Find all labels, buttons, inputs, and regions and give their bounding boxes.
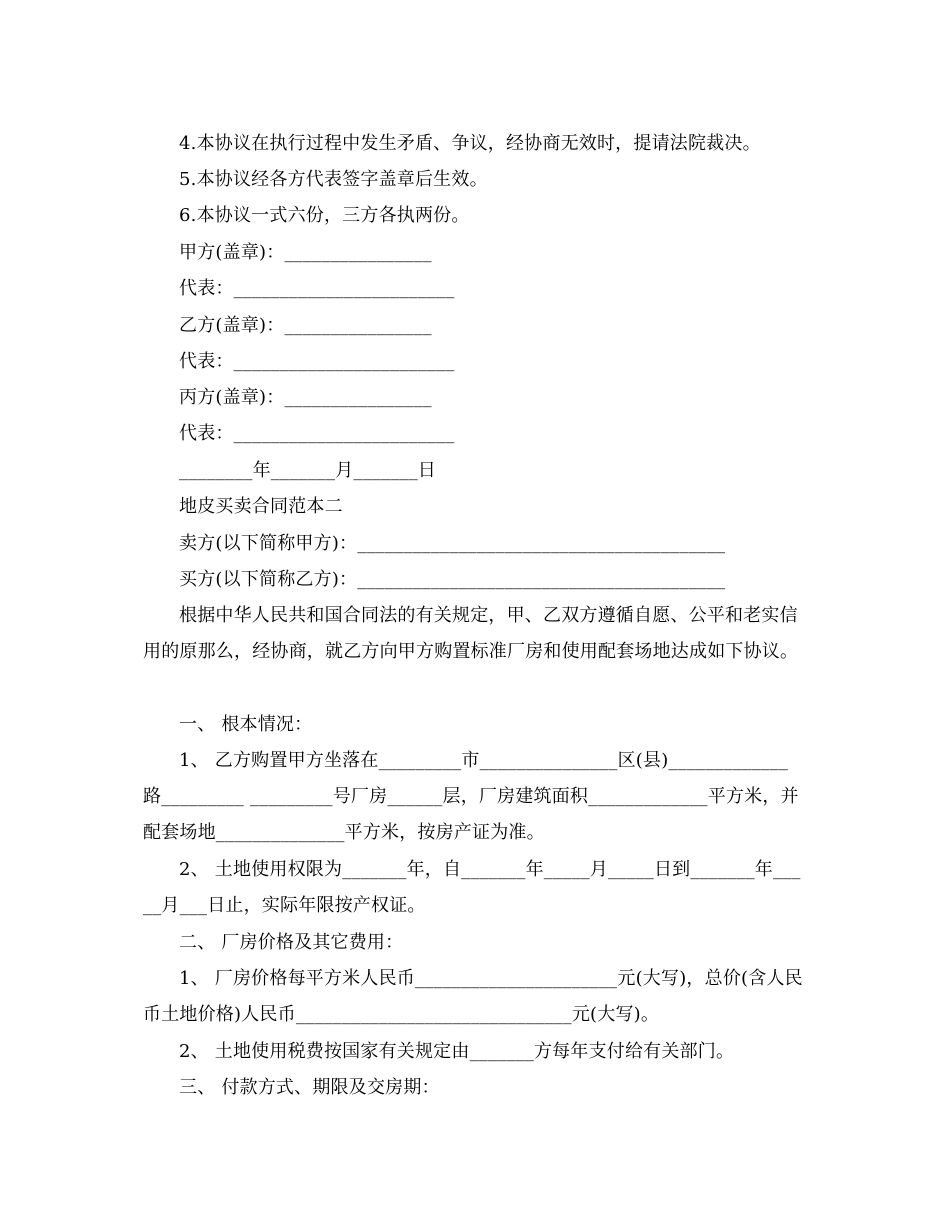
clause-basic-1: 1、 乙方购置甲方坐落在_________市_______________区(县)_____________路_________ _________号厂房______层，厂房建筑面积_____________平方米，并配套场地______________平方米，按房产证为准。: [143, 750, 799, 843]
party-b-seal: 乙方(盖章)：________________: [179, 315, 432, 336]
clause-5: 5.本协议经各方代表签字盖章后生效。: [179, 169, 488, 190]
heading-payment: 三、 付款方式、期限及交房期：: [179, 1077, 440, 1098]
party-a-representative: 代表：________________________: [179, 278, 455, 299]
heading-price: 二、 厂房价格及其它费用：: [179, 932, 404, 953]
section-title: 地皮买卖合同范本二: [179, 496, 343, 517]
seller-line: 卖方(以下简称甲方)：________________________________________: [179, 533, 726, 554]
buyer-line: 买方(以下简称乙方)：________________________________________: [179, 569, 726, 590]
clause-6: 6.本协议一式六份，三方各执两份。: [179, 205, 470, 226]
signature-date: ________年_______月_______日: [179, 460, 436, 481]
clause-price-1: 1、 厂房价格每平方米人民币______________________元(大写)，总价(含人民币土地价格)人民币______________________________元(大写)。: [143, 968, 803, 1025]
clause-basic-2: 2、 土地使用权限为_______年，自_______年_____月_____日到_______年_____月___日止，实际年限按产权证。: [143, 859, 801, 916]
party-b-representative: 代表：________________________: [179, 351, 455, 372]
heading-basic-info: 一、 根本情况：: [179, 714, 313, 735]
clause-4: 4.本协议在执行过程中发生矛盾、争议，经协商无效时，提请法院裁决。: [179, 133, 761, 154]
party-a-seal: 甲方(盖章)：________________: [179, 242, 432, 263]
clause-price-2: 2、 土地使用税费按国家有关规定由_______方每年支付给有关部门。: [179, 1041, 735, 1062]
party-c-seal: 丙方(盖章)：________________: [179, 387, 432, 408]
preamble-paragraph: 根据中华人民共和国合同法的有关规定，甲、乙双方遵循自愿、公平和老实信用的原那么，经协商，就乙方向甲方购置标准厂房和使用配套场地达成如下协议。: [143, 605, 799, 662]
party-c-representative: 代表：________________________: [179, 423, 455, 444]
